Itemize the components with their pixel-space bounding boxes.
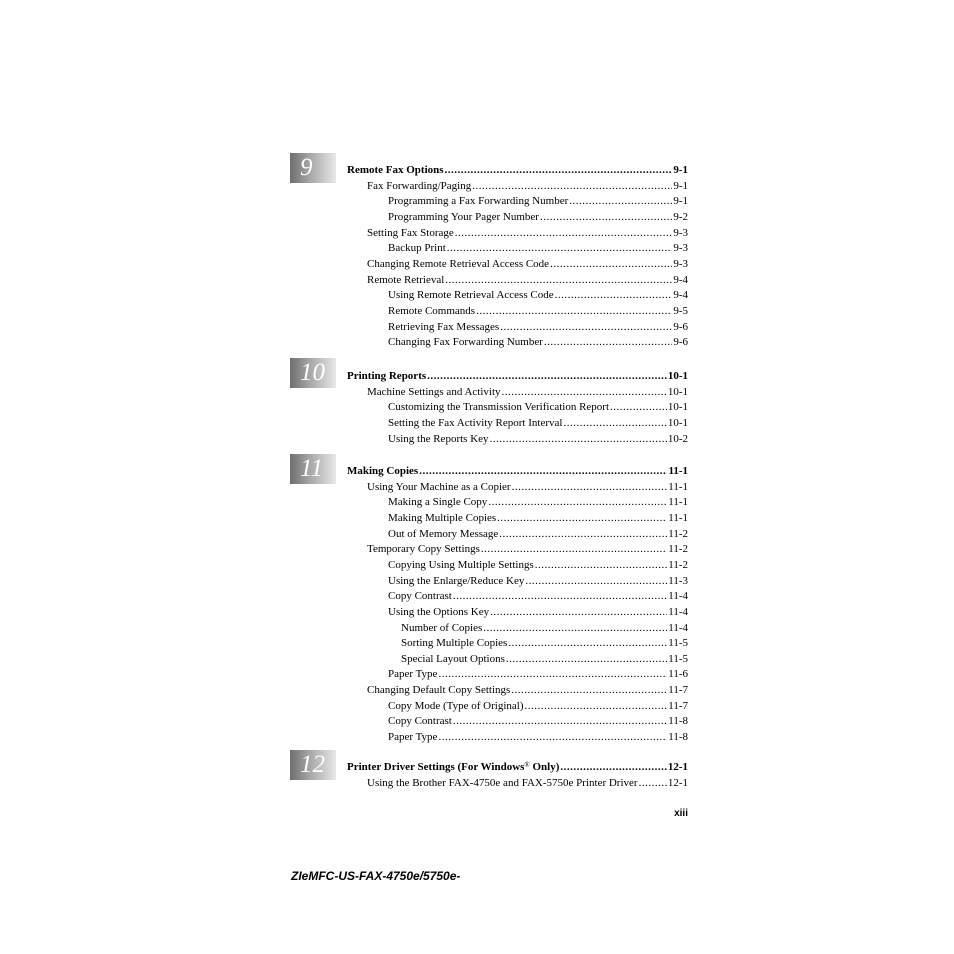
toc-entry-page: 9-2 [673, 210, 688, 223]
dot-leader [502, 386, 667, 399]
toc-entry-title: Making Multiple Copies [388, 511, 497, 524]
toc-entry-title: Special Layout Options [401, 652, 505, 665]
toc-entry[interactable] [388, 319, 688, 334]
toc-entry-title: Paper Type [388, 668, 438, 681]
toc-entry[interactable] [367, 225, 688, 240]
toc-entry-page: 11-1 [668, 511, 688, 524]
toc-entry-title: Changing Default Copy Settings [367, 684, 511, 697]
toc-entry-page: 9-3 [673, 226, 688, 239]
toc-entry[interactable] [388, 399, 688, 414]
toc-entry[interactable] [388, 526, 688, 541]
toc-entry-page: 11-2 [668, 527, 688, 540]
toc-entry[interactable] [388, 557, 688, 572]
toc-entry-page: 9-1 [673, 195, 688, 208]
dot-leader [555, 289, 673, 302]
toc-chapter-entry[interactable] [347, 463, 688, 478]
toc-entry-title: Programming a Fax Forwarding Number [388, 195, 569, 208]
toc-entry-page: 10-1 [667, 401, 688, 414]
toc-entry[interactable] [388, 334, 688, 349]
toc-entry-title-part: Printer Driver Settings (For Windows [347, 761, 525, 773]
dot-leader [560, 761, 666, 774]
toc-entry-title: Setting the Fax Activity Report Interval [388, 416, 563, 429]
dot-leader [483, 622, 667, 635]
toc-entry[interactable] [388, 415, 688, 430]
toc-entry-title: Remote Retrieval [367, 273, 445, 286]
dot-leader [569, 195, 672, 208]
dot-leader [472, 180, 672, 193]
toc-entry-page: 12-1 [667, 776, 688, 789]
toc-entry[interactable] [388, 713, 688, 728]
toc-entry[interactable] [388, 431, 688, 446]
toc-entry-title: Retrieving Fax Messages [388, 320, 500, 333]
toc-entry-title: Customizing the Transmission Verification Report [388, 401, 610, 414]
toc-entry-page: 11-1 [668, 465, 688, 477]
toc-entry-page: 10-2 [667, 432, 688, 445]
dot-leader [447, 242, 673, 255]
dot-leader [445, 164, 673, 177]
toc-entry[interactable] [401, 651, 688, 666]
dot-leader [445, 274, 672, 287]
toc-entry-title: Copy Mode (Type of Original) [388, 699, 524, 712]
toc-entry-title: Programming Your Pager Number [388, 210, 539, 223]
toc-entry-title: Changing Fax Forwarding Number [388, 336, 543, 349]
toc-entry[interactable] [367, 541, 688, 556]
toc-entry-page: 11-7 [668, 684, 688, 697]
dot-leader [563, 417, 666, 430]
toc-entry-page: 11-3 [668, 574, 688, 587]
toc-entry-page: 10-1 [667, 370, 688, 382]
toc-entry[interactable] [388, 729, 688, 744]
toc-entry-title: Using Remote Retrieval Access Code [388, 289, 554, 302]
toc-entry-title [347, 761, 559, 774]
toc-entry-page: 11-8 [668, 715, 688, 728]
toc-entry-page: 9-4 [673, 273, 688, 286]
toc-entry-title-part: Only) [529, 761, 560, 773]
toc-entry-page: 9-1 [673, 164, 688, 176]
toc-entry[interactable] [401, 635, 688, 650]
toc-entry[interactable] [367, 682, 688, 697]
toc-entry-title: Paper Type [388, 731, 438, 744]
toc-entry-title: Printing Reports [347, 370, 427, 382]
toc-entry-page: 11-1 [668, 496, 688, 509]
toc-entry-title: Making a Single Copy [388, 496, 488, 509]
dot-leader [455, 227, 673, 240]
toc-entry[interactable] [388, 303, 688, 318]
toc-entry-title: Using the Reports Key [388, 432, 489, 445]
dot-leader [524, 700, 667, 713]
toc-entry-title: Machine Settings and Activity [367, 385, 501, 398]
dot-leader [550, 258, 672, 271]
dot-leader [490, 433, 667, 446]
toc-entry[interactable] [367, 384, 688, 399]
toc-entry[interactable] [367, 178, 688, 193]
toc-chapter-entry[interactable] [347, 759, 688, 774]
toc-entry-title: Out of Memory Message [388, 527, 499, 540]
toc-entry-title: Using the Enlarge/Reduce Key [388, 574, 525, 587]
dot-leader [506, 653, 667, 666]
toc-entry-page: 9-6 [673, 320, 688, 333]
dot-leader [508, 637, 667, 650]
toc-entry-title: Remote Fax Options [347, 164, 444, 176]
chapter-tab-11: 11 [290, 454, 336, 484]
toc-entry-page: 11-2 [668, 543, 688, 556]
toc-entry-title: Changing Remote Retrieval Access Code [367, 257, 550, 270]
dot-leader [453, 590, 667, 603]
dot-leader [427, 370, 667, 383]
toc-entry-title: Making Copies [347, 465, 419, 477]
registered-mark: ® [524, 761, 530, 769]
dot-leader [511, 684, 667, 697]
dot-leader [419, 465, 667, 478]
toc-entry-title: Temporary Copy Settings [367, 543, 480, 556]
toc-entry[interactable] [388, 588, 688, 603]
toc-entry[interactable] [401, 620, 688, 635]
chapter-tab-10: 10 [290, 358, 336, 388]
toc-entry-page: 10-1 [667, 416, 688, 429]
toc-entry-page: 9-5 [673, 304, 688, 317]
chapter-tab-9: 9 [290, 153, 336, 183]
toc-entry-page: 9-1 [673, 179, 688, 192]
toc-entry-title: Remote Commands [388, 304, 476, 317]
toc-entry-title: Backup Print [388, 242, 446, 255]
toc-entry-title: Sorting Multiple Copies [401, 637, 508, 650]
toc-entry-title: Copy Contrast [388, 715, 452, 728]
toc-entry-title: Setting Fax Storage [367, 226, 454, 239]
toc-entry-title: Copy Contrast [388, 590, 452, 603]
toc-entry-page: 11-4 [668, 621, 688, 634]
toc-entry-page: 9-4 [673, 289, 688, 302]
toc-entry[interactable] [388, 209, 688, 224]
dot-leader [499, 528, 667, 541]
dot-leader [535, 559, 667, 572]
dot-leader [476, 305, 672, 318]
toc-entry-page: 11-5 [668, 652, 688, 665]
toc-entry-page: 11-4 [668, 605, 688, 618]
chapter-tab-12: 12 [290, 750, 336, 780]
toc-entry[interactable] [367, 775, 688, 790]
toc-entry-title: Using the Options Key [388, 605, 490, 618]
toc-entry-page: 9-3 [673, 257, 688, 270]
toc-entry-page: 11-6 [668, 668, 688, 681]
dot-leader [639, 777, 667, 790]
toc-entry-page: 11-2 [668, 558, 688, 571]
dot-leader [438, 731, 667, 744]
dot-leader [500, 321, 672, 334]
toc-entry-page: 10-1 [667, 385, 688, 398]
toc-entry-title: Using the Brother FAX-4750e and FAX-5750e Printer Driver [367, 776, 638, 789]
dot-leader [512, 481, 668, 494]
dot-leader [490, 606, 667, 619]
dot-leader [438, 668, 667, 681]
toc-entry[interactable] [367, 479, 688, 494]
toc-chapter-entry[interactable] [347, 368, 688, 383]
dot-leader [610, 401, 667, 414]
dot-leader [481, 543, 667, 556]
toc-entry-page: 11-4 [668, 590, 688, 603]
toc-entry[interactable] [388, 494, 688, 509]
toc-entry-page: 11-8 [668, 731, 688, 744]
toc-entry[interactable] [388, 573, 688, 588]
toc-entry-page: 9-6 [673, 336, 688, 349]
dot-leader [488, 496, 667, 509]
toc-entry[interactable] [388, 240, 688, 255]
toc-entry-title: Using Your Machine as a Copier [367, 480, 511, 493]
toc-entry-title: Fax Forwarding/Paging [367, 179, 472, 192]
toc-entry-page: 11-7 [668, 699, 688, 712]
page-number: xiii [674, 808, 688, 819]
document-footer-code: ZIeMFC-US-FAX-4750e/5750e- [291, 869, 461, 883]
toc-entry[interactable] [388, 287, 688, 302]
toc-entry[interactable] [388, 510, 688, 525]
dot-leader [540, 211, 672, 224]
dot-leader [525, 575, 667, 588]
toc-entry-page: 9-3 [673, 242, 688, 255]
toc-entry[interactable] [388, 698, 688, 713]
toc-entry-page: 11-5 [668, 637, 688, 650]
dot-leader [453, 715, 667, 728]
toc-entry[interactable] [388, 193, 688, 208]
toc-entry[interactable] [367, 272, 688, 287]
toc-entry-title: Number of Copies [401, 621, 483, 634]
dot-leader [544, 336, 672, 349]
dot-leader [497, 512, 667, 525]
toc-chapter-entry[interactable] [347, 162, 688, 177]
toc-entry-page: 12-1 [667, 761, 688, 773]
toc-entry-page: 11-1 [668, 480, 688, 493]
toc-entry[interactable] [367, 256, 688, 271]
toc-entry-title: Copying Using Multiple Settings [388, 558, 534, 571]
toc-entry[interactable] [388, 604, 688, 619]
toc-entry[interactable] [388, 666, 688, 681]
